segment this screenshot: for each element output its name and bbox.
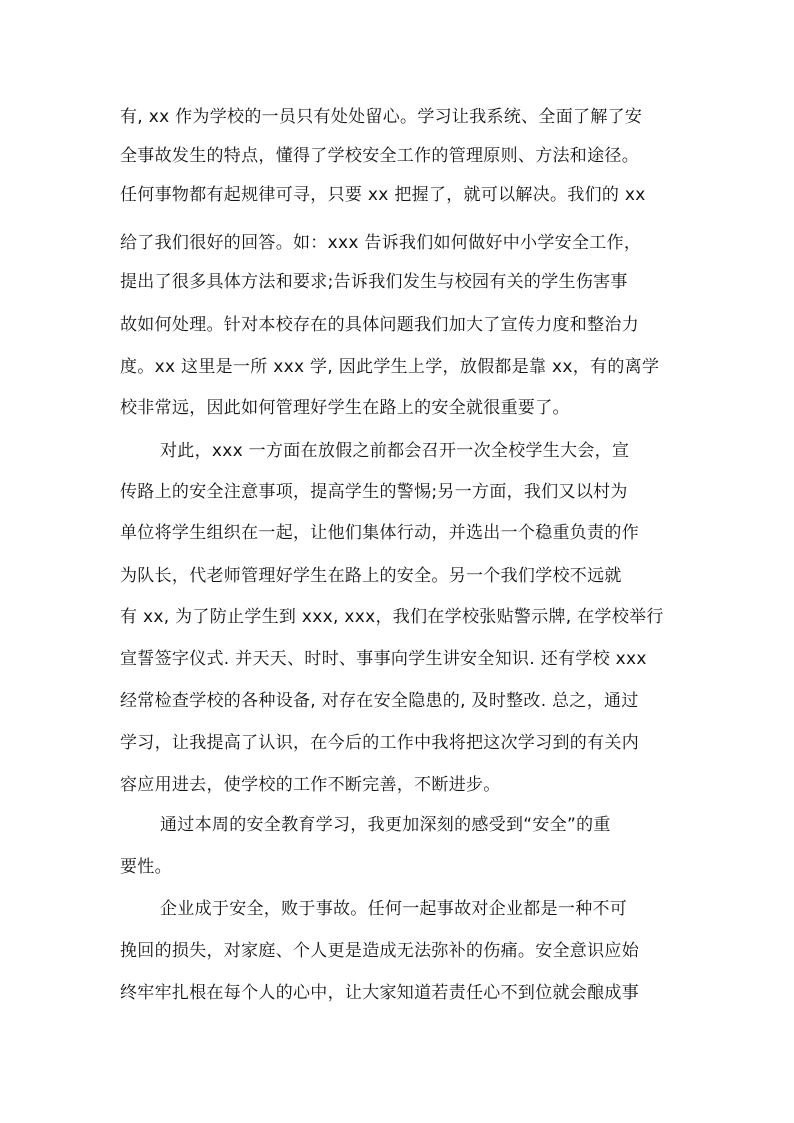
text-line-12: 为队长，代老师管理好学生在路上的安全。另一个我们学校不远就 — [120, 566, 622, 586]
text-line-9: 对此，xxx 一方面在放假之前都会召开一次全校学生大会，宣 — [160, 441, 630, 461]
text-line-6: 故如何处理。针对本校存在的具体问题我们加大了宣传力度和整治力 — [120, 315, 639, 335]
text-line-18: 通过本周的安全教育学习，我更加深刻的感受到“安全”的重 — [160, 815, 611, 835]
text-line-2: 全事故发生的特点，懂得了学校安全工作的管理原则、方法和途径。 — [120, 146, 639, 166]
text-line-17: 容应用进去，使学校的工作不断完善，不断进步。 — [120, 775, 501, 795]
text-line-22: 终牢牢扎根在每个人的心中，让大家知道若责任心不到位就会酿成事 — [120, 983, 639, 1003]
text-line-4: 给了我们很好的回答。如：xxx 告诉我们如何做好中小学安全工作， — [120, 233, 642, 253]
text-line-19: 要性。 — [120, 857, 172, 877]
text-line-11: 单位将学生组织在一起，让他们集体行动，并选出一个稳重负责的作 — [120, 523, 639, 543]
text-line-16: 学习，让我提高了认识，在今后的工作中我将把这次学习到的有关内 — [120, 733, 639, 753]
text-line-5: 提出了很多具体方法和要求;告诉我们发生与校园有关的学生伤害事 — [120, 272, 628, 292]
text-line-21: 挽回的损失，对家庭、个人更是造成无法弥补的伤痛。安全意识应始 — [120, 941, 639, 961]
text-line-13: 有 xx, 为了防止学生到 xxx, xxx，我们在学校张贴警示牌, 在学校举行 — [120, 607, 664, 627]
text-line-1: 有, xx 作为学校的一员只有处处留心。学习让我系统、全面了解了安 — [120, 107, 643, 127]
text-line-14: 宣誓签字仪式. 并天天、时时、事事向学生讲安全知识. 还有学校 xxx — [120, 649, 647, 669]
text-line-15: 经常检查学校的各种设备, 对存在安全隐患的, 及时整改. 总之，通过 — [120, 691, 639, 711]
text-line-7: 度。xx 这里是一所 xxx 学, 因此学生上学，放假都是靠 xx，有的离学 — [120, 357, 660, 377]
text-line-8: 校非常远，因此如何管理好学生在路上的安全就很重要了。 — [120, 398, 570, 418]
text-line-3: 任何事物都有起规律可寻，只要 xx 把握了，就可以解决。我们的 xx — [120, 185, 646, 205]
text-line-20: 企业成于安全，败于事故。任何一起事故对企业都是一种不可 — [160, 899, 628, 919]
text-line-10: 传路上的安全注意事项，提高学生的警惕;另一方面，我们又以村为 — [120, 482, 628, 502]
